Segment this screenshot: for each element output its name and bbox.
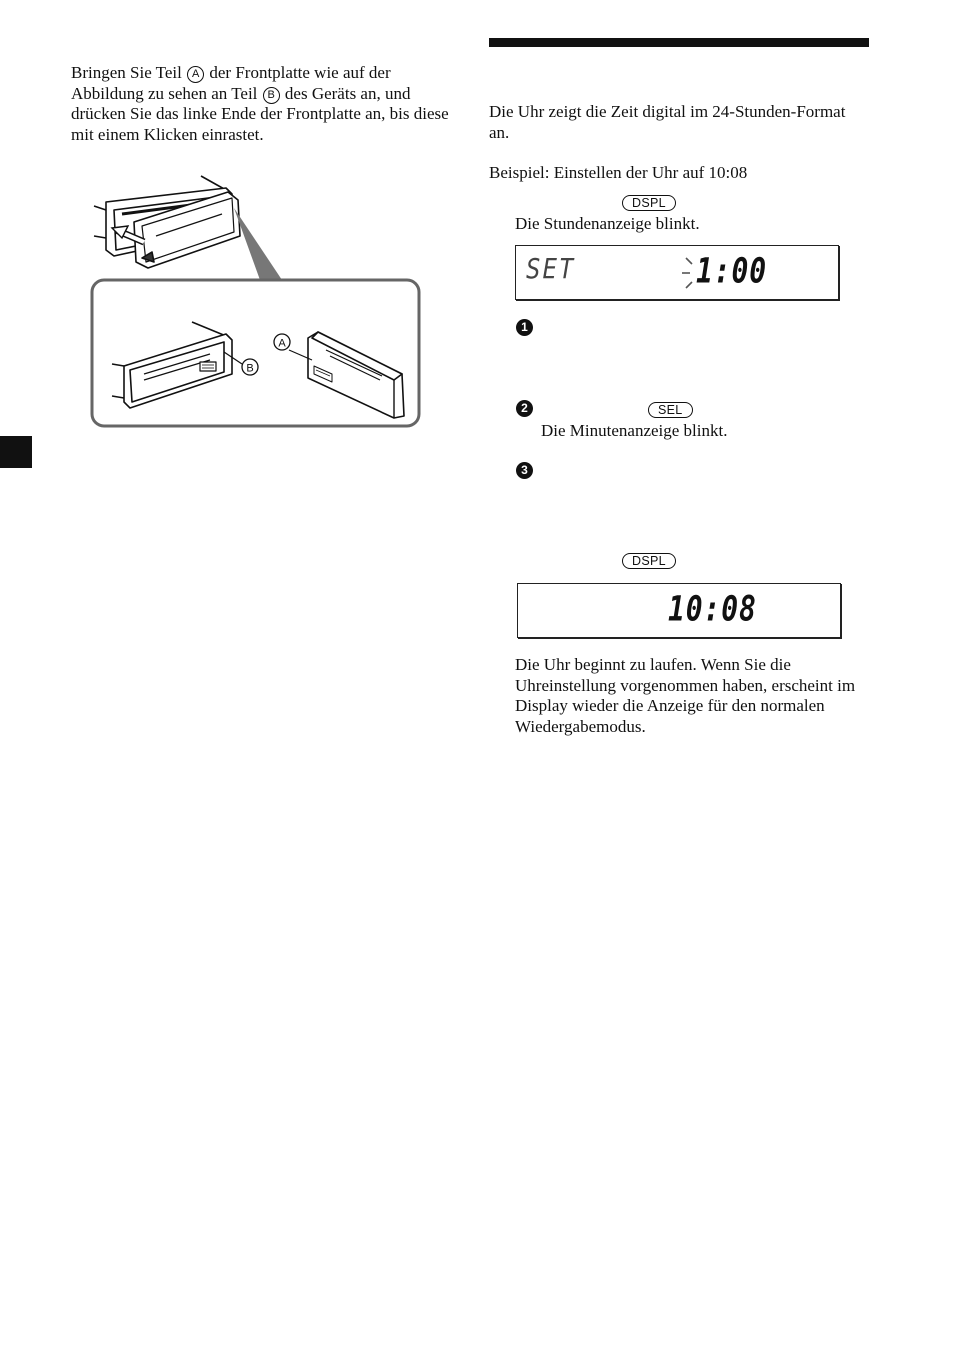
step-2-marker: 2 [516,400,533,417]
step-1-marker: 1 [516,319,533,336]
clock-example: Beispiel: Einstellen der Uhr auf 10:08 [489,163,748,182]
faceplate-instruction [71,63,451,145]
dspl-button-2[interactable]: DSPL [622,553,676,569]
callout-a-label: A [278,337,286,350]
clock-closing-note: Die Uhr beginnt zu laufen. Wenn Sie die Uhreinstellung vorgenommen haben, erscheint im Display wieder die Anzeige für den normalen Wiedergabemodus. [515,655,856,736]
callout-b-label: B [246,362,254,375]
faceplate-illustration [86,170,426,432]
minute-blink-note: Die Minutenanzeige blinkt. [541,421,728,440]
dspl-button-1[interactable]: DSPL [622,195,676,211]
hour-blink-note: Die Stundenanzeige blinkt. [515,214,700,233]
sel-button[interactable]: SEL [648,402,693,418]
instruction-text-3: des Geräts an, und drücken Sie das linke Ende der Frontplatte an, bis diese mit einem Klicken einrastet. [71,83,449,144]
marker-b: B [263,87,280,104]
instruction-text-2: der Frontplatte wie auf der Abbildung zu sehen an Teil [71,63,391,103]
lcd-display-time [517,583,841,638]
lcd-set-label: SET [526,252,576,286]
lcd-display-set [515,245,839,300]
page-side-tab [0,436,32,468]
instruction-text-1: Bringen Sie Teil [71,63,187,82]
section-title-bar [489,38,869,47]
marker-a: A [187,66,204,83]
step-3-marker: 3 [516,462,533,479]
lcd-hour-time: 1:00 [696,250,767,291]
clock-intro: Die Uhr zeigt die Zeit digital im 24-Stunden-Format an. [489,102,846,142]
lcd-clock-time: 10:08 [668,588,757,629]
